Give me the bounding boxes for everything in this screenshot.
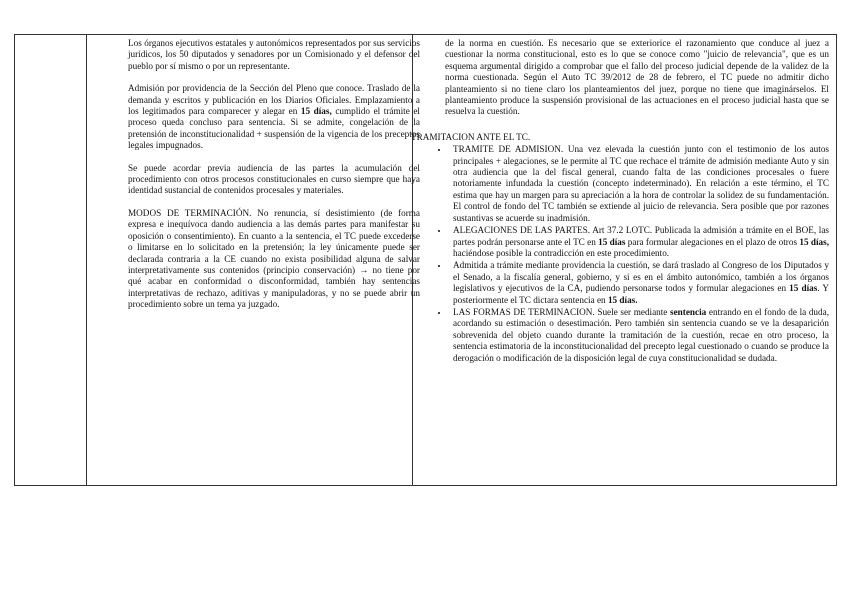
list-item-formas-terminacion: • LAS FORMAS DE TERMINACION. Suele ser mediante sentencia entrando en el fondo de la duda, acordando su estimación o desestimación. Pero también sin sentencia cuando se ve la desaparición sobrevenida del objeto cuando durante la tramitación de la cuestión, recae en otro proceso, la sentencia estimatoria de la inconstitucionalidad del precepto legal cuestionado o cuando se produce la derogación o modificación de la disposición legal de cuya constitucionalidad se dudada. [449,307,829,364]
bullet-list [411,144,829,364]
paragraph-modos-terminacion: MODOS DE TERMINACIÓN. No renuncia, sí desistimiento (de forma expresa e inequívoca dando audiencia a las demás partes para manifestar su oposición o consentimiento). En cuanto a la sentencia, el TC puede excederse o limitarse en lo solicitado en la pretensión; la ley únicamente puede ser declarada contraria a la CE cuando no exista posibilidad alguna de salvar interpretativamente sus contenidos (principio conservación) → no tiene por qué acabar en conformidad o disconformidad, también hay sentencias interpretativas de rechazo, aditivas y manipuladoras, y no se puede abrir un procedimiento sobre un tema ya juzgado. [128,207,420,310]
section-heading: TRAMITACION ANTE EL TC. [411,131,531,142]
list-item-tramite-admision: • TRAMITE DE ADMISION. Una vez elevada la cuestión junto con el testimonio de los autos principales + alegaciones, se le permite al TC que rechace el trámite de admisión mediante Auto y sin otra audiencia que la del fiscal general, cuando falta de las condiciones procesales o fuere notoriamente infundada la cuestión (concepto indeterminado). En relación a este término, el TC estima que hay un margen para su apreciación a la hora de controlar la solidez de su fundamentación. El control de fondo del TC también se extiende al juicio de relevancia. Sera posible que por razones sustantivas se acuerde su inadmisión. [449,144,829,224]
document-table [14,34,837,486]
list-item-alegaciones: • ALEGACIONES DE LAS PARTES. Art 37.2 LOTC. Publicada la admisión a trámite en el BOE, las partes podrán personarse ante el TC en 15 días para formular alegaciones en el plazo de otros 15 días, haciéndose posible la contradicción en este procedimiento. [449,225,829,259]
left-column [128,38,420,322]
paragraph-acumulacion: Se puede acordar previa audiencia de las partes la acumulación del procedimiento con otros procesos constitucionales en curso siempre que haya identidad sustancial de contenidos procesales y materiales. [128,162,420,196]
paragraph-juicio-relevancia: de la norma en cuestión. Es necesario que se exteriorice el razonamiento que conduce al juez a cuestionar la norma constitucional, esto es lo que se conoce como "juicio de relevancia", que es un esquema argumental dirigido a comprobar que el fallo del proceso judicial depende de la validez de la norma cuestionada. Según el Auto TC 39/2012 de 28 de febrero, el TC puede no admitir dicho planteamiento si no tiene claro los planteamientos del juez, porque no tiene que imaginárselos. El planteamiento produce la suspensión provisional de las actuaciones en el proceso judicial hasta que se resuelva la cuestión. [445,38,829,117]
paragraph-admision: Admisión por providencia de la Sección del Pleno que conoce. Traslado de la demanda y escritos y publicación en los Diarios Oficiales. Emplazamiento a los legitimados para comparecer y alegar en 15 días, cumplido el trámite el proceso queda concluso para sentencia. Si se admite, congelación de la pretensión de inconstitucionalidad + suspensión de la vigencia de los preceptos legales impugnados. [128,83,420,151]
paragraph-organos: Los órganos ejecutivos estatales y autonómicos representados por sus servicios jurídicos, los 50 diputados y senadores por un Comisionado y el defensor del pueblo por sí mismo o por un representante. [128,38,420,71]
right-column [411,38,829,365]
list-item-traslado: • Admitida a trámite mediante providencia la cuestión, se dará traslado al Congreso de los Diputados y el Senado, a la fiscalía general, gobierno, y si es en el ámbito autonómico, también a los órganos legislativos y ejecutivos de la CA, pudiendo personarse todos y formular alegaciones en 15 días. Y posteriormente el TC dictara sentencia en 15 días. [449,260,829,306]
column-divider-1 [86,35,87,485]
